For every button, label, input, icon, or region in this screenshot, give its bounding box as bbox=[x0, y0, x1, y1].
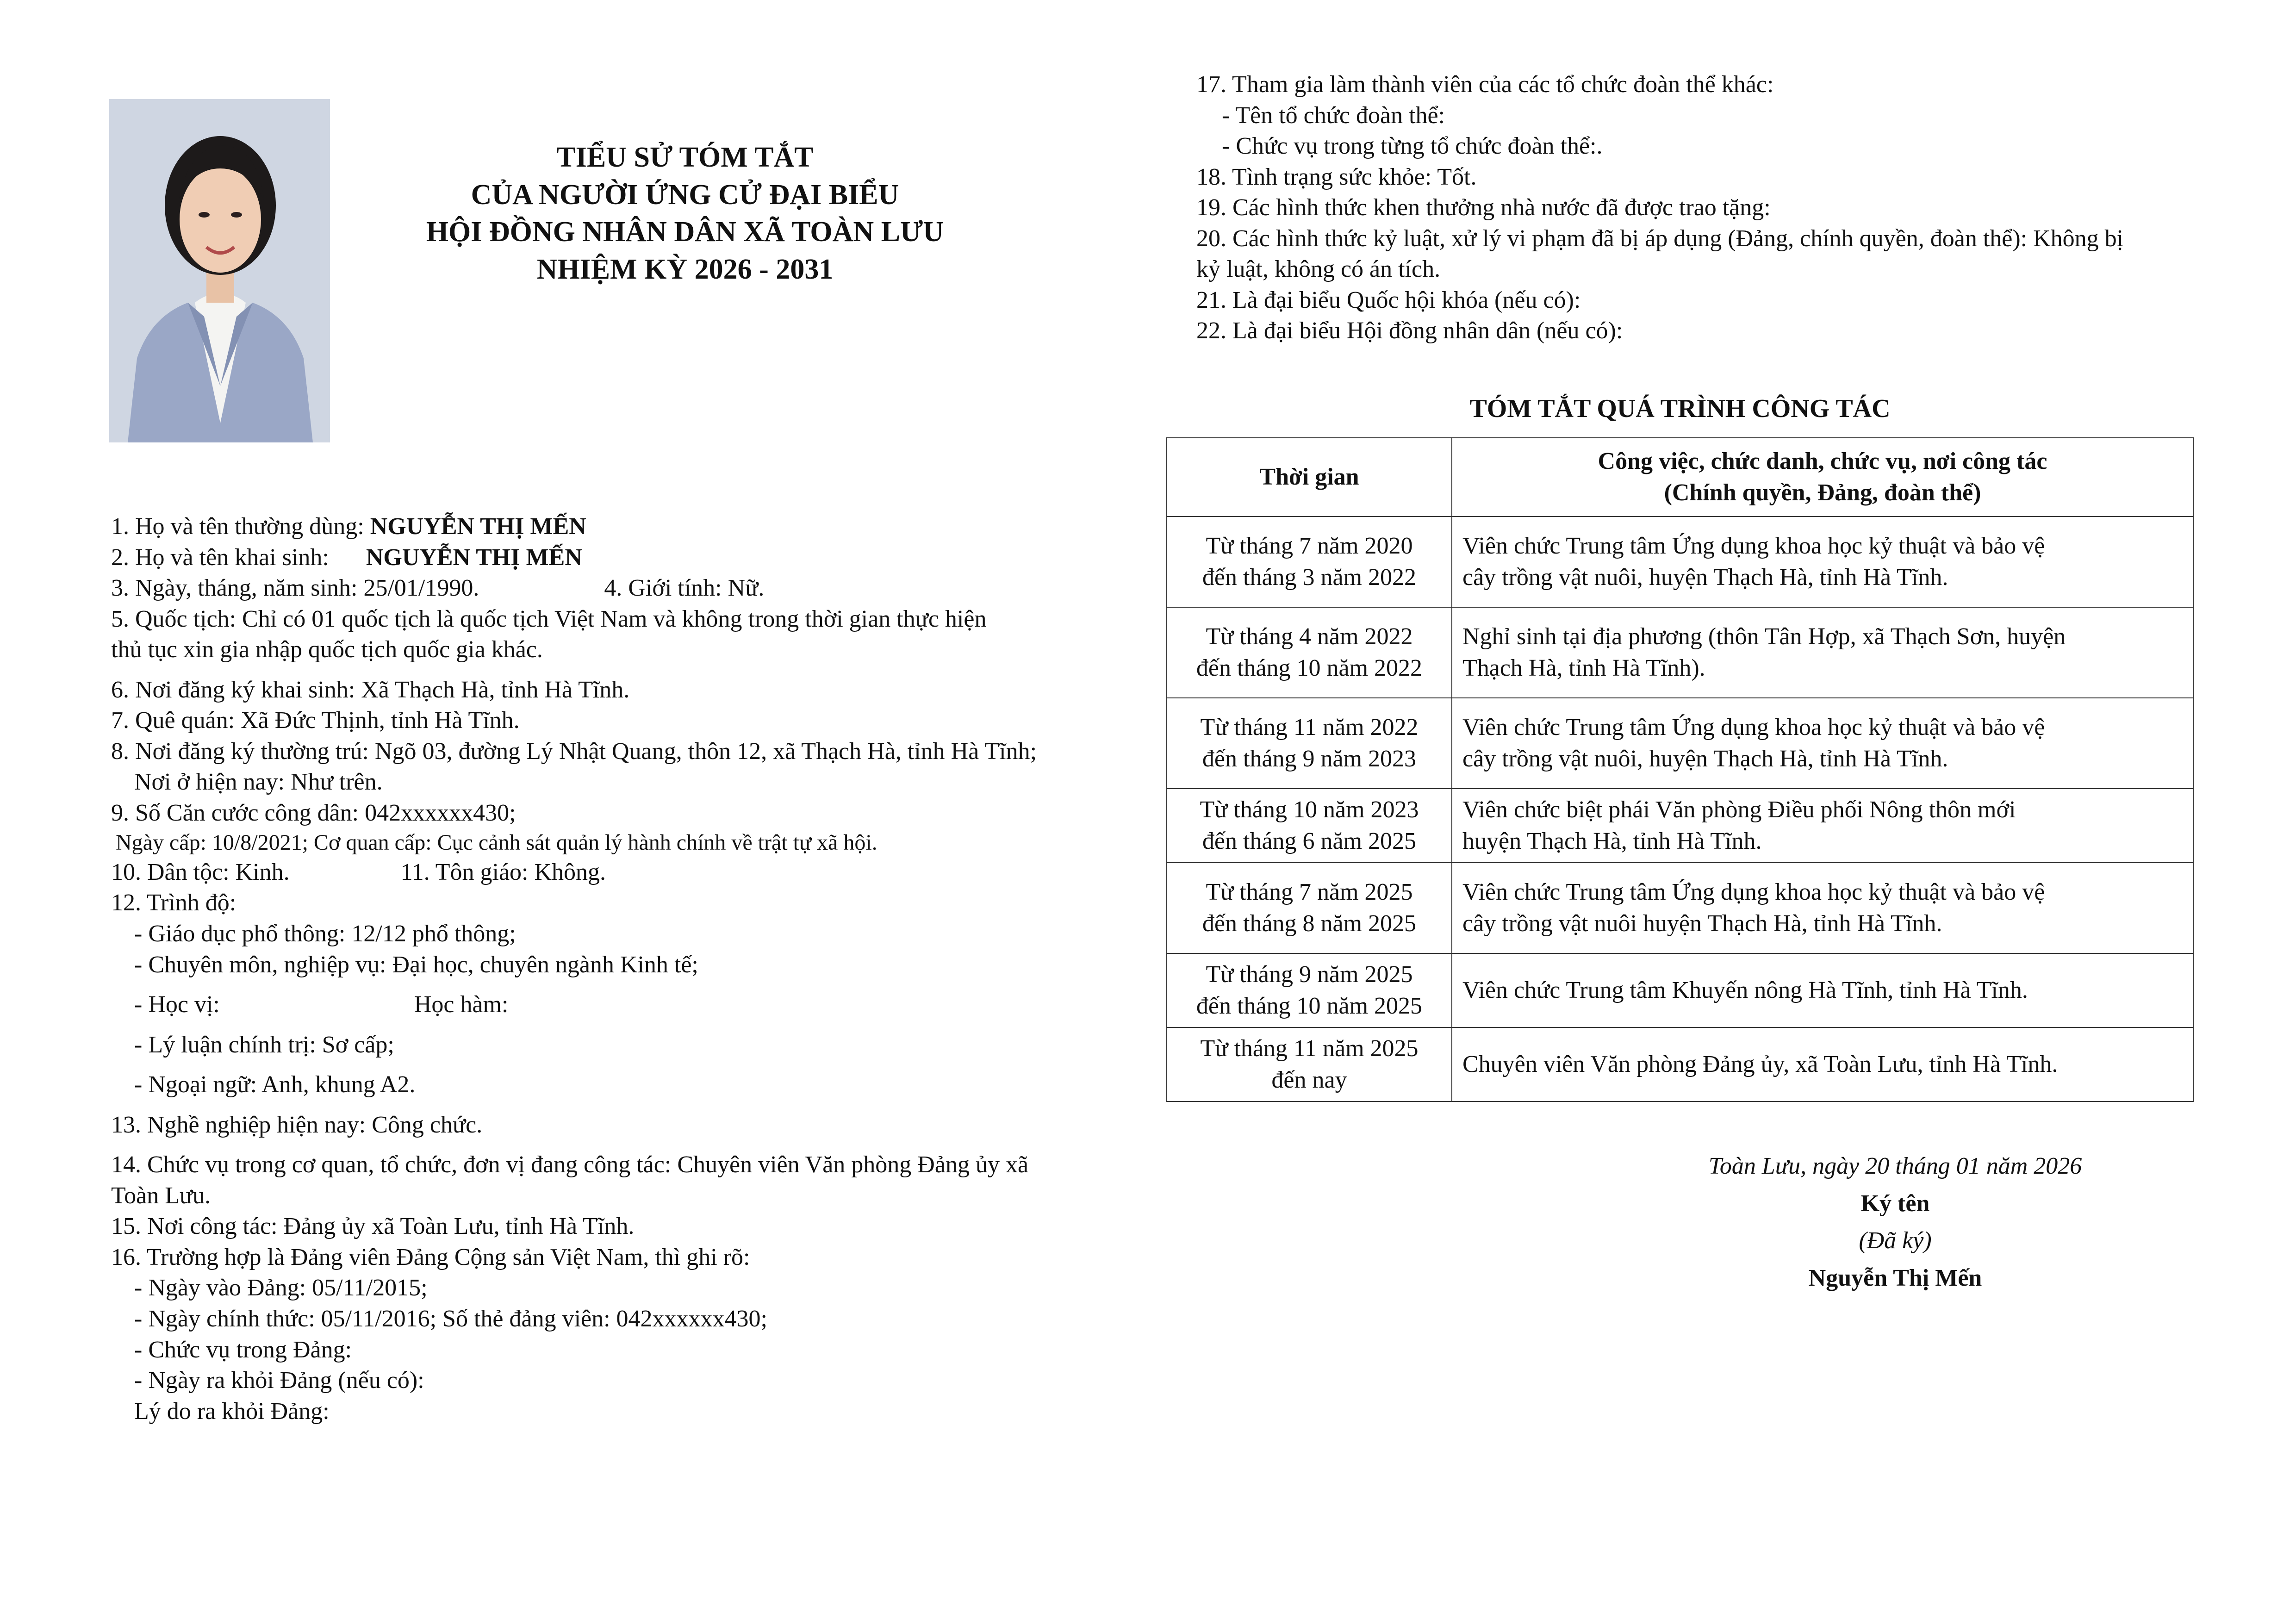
table-row bbox=[1167, 698, 2193, 789]
field-health: 18. Tình trạng sức khỏe: Tốt. bbox=[1196, 163, 1477, 190]
field-education: 12. Trình độ: bbox=[111, 890, 236, 916]
portrait-image bbox=[109, 99, 330, 442]
table-row bbox=[1167, 1027, 2193, 1101]
table-row bbox=[1167, 607, 2193, 698]
table-row bbox=[1167, 789, 2193, 863]
field-common-name: 1. Họ và tên thường dùng: NGUYỄN THỊ MẾN bbox=[111, 513, 586, 540]
field-workplace: 15. Nơi công tác: Đảng ủy xã Toàn Lưu, tỉnh Hà Tĩnh. bbox=[111, 1213, 635, 1240]
time-cell: Từ tháng 7 năm 2025 đến tháng 8 năm 2025 bbox=[1167, 863, 1452, 953]
time-cell: Từ tháng 11 năm 2022 đến tháng 9 năm 2023 bbox=[1167, 698, 1452, 789]
time-cell: Từ tháng 4 năm 2022 đến tháng 10 năm 2022 bbox=[1167, 607, 1452, 698]
field-party: 16. Trường hợp là Đảng viên Đảng Cộng sản Việt Nam, thì ghi rõ: bbox=[111, 1244, 750, 1270]
edu-general: - Giáo dục phổ thông: 12/12 phổ thông; bbox=[134, 921, 516, 947]
party-leave-reason: Lý do ra khỏi Đảng: bbox=[134, 1398, 330, 1425]
field-birth-name: 2. Họ và tên khai sinh: NGUYỄN THỊ MẾN bbox=[111, 544, 582, 571]
signer-name: Nguyễn Thị Mến bbox=[1808, 1264, 1982, 1291]
field-id-issue: Ngày cấp: 10/8/2021; Cơ quan cấp: Cục cảnh sát quản lý hành chính về trật tự xã hội. bbox=[116, 830, 877, 855]
table-row bbox=[1167, 863, 2193, 953]
personal-info-left bbox=[111, 511, 1129, 1427]
sign-label: Ký tên bbox=[1860, 1190, 1930, 1217]
time-cell: Từ tháng 10 năm 2023 đến tháng 6 năm 2025 bbox=[1167, 789, 1452, 863]
title-line-1: TIỂU SỬ TÓM TẮT bbox=[556, 142, 814, 173]
field-current-residence: Nơi ở hiện nay: Như trên. bbox=[134, 769, 383, 796]
job-cell: Nghỉ sinh tại địa phương (thôn Tân Hợp, xã Thạch Sơn, huyện Thạch Hà, tỉnh Hà Tĩnh). bbox=[1452, 607, 2193, 698]
time-cell: Từ tháng 9 năm 2025 đến tháng 10 năm 2025 bbox=[1167, 953, 1452, 1027]
party-position: - Chức vụ trong Đảng: bbox=[134, 1336, 352, 1363]
edu-politics: - Lý luận chính trị: Sơ cấp; bbox=[134, 1031, 394, 1058]
gender-text: 4. Giới tính: Nữ. bbox=[604, 575, 765, 602]
field-na-delegate: 21. Là đại biểu Quốc hội khóa (nếu có): bbox=[1196, 286, 1581, 313]
job-cell: Viên chức Trung tâm Khuyến nông Hà Tĩnh, tỉnh Hà Tĩnh. bbox=[1452, 953, 2193, 1027]
place-date: Toàn Lưu, ngày 20 tháng 01 năm 2026 bbox=[1708, 1153, 2082, 1179]
header-job: Công việc, chức danh, chức vụ, nơi công tác (Chính quyền, Đảng, đoàn thể) bbox=[1452, 438, 2193, 516]
table-header-row bbox=[1167, 438, 2193, 516]
career-section-title: TÓM TẮT QUÁ TRÌNH CÔNG TÁC bbox=[1469, 394, 1891, 423]
job-cell: Viên chức biệt phái Văn phòng Điều phối Nông thôn mới huyện Thạch Hà, tỉnh Hà Tĩnh. bbox=[1452, 789, 2193, 863]
field-ethnicity-religion bbox=[111, 857, 1129, 888]
portrait-photo bbox=[109, 99, 330, 442]
job-cell: Viên chức Trung tâm Ứng dụng khoa học kỷ thuật và bảo vệ cây trồng vật nuôi, huyện Thạch Hà, tỉnh Hà Tĩnh. bbox=[1452, 516, 2193, 607]
common-name-value: NGUYỄN THỊ MẾN bbox=[370, 513, 586, 540]
field-birthplace: 6. Nơi đăng ký khai sinh: Xã Thạch Hà, tỉnh Hà Tĩnh. bbox=[111, 676, 630, 703]
time-cell: Từ tháng 7 năm 2020 đến tháng 3 năm 2022 bbox=[1167, 516, 1452, 607]
time-cell: Từ tháng 11 năm 2025 đến nay bbox=[1167, 1027, 1452, 1101]
signed-note: (Đã ký) bbox=[1859, 1227, 1932, 1254]
party-join: - Ngày vào Đảng: 05/11/2015; bbox=[134, 1275, 428, 1301]
birth-name-value: NGUYỄN THỊ MẾN bbox=[366, 544, 582, 571]
job-cell: Viên chức Trung tâm Ứng dụng khoa học kỷ thuật và bảo vệ cây trồng vật nuôi huyện Thạch Hà, tỉnh Hà Tĩnh. bbox=[1452, 863, 2193, 953]
table-row bbox=[1167, 953, 2193, 1027]
title-line-2: CỦA NGƯỜI ỨNG CỬ ĐẠI BIỂU bbox=[471, 179, 899, 211]
religion-text: 11. Tôn giáo: Không. bbox=[400, 859, 606, 885]
field-position-cont: Toàn Lưu. bbox=[111, 1182, 211, 1209]
field-nationality: 5. Quốc tịch: Chỉ có 01 quốc tịch là quốc tịch Việt Nam và không trong thời gian thực hiện bbox=[111, 605, 987, 632]
title-line-3: HỘI ĐỒNG NHÂN DÂN XÃ TOÀN LƯU bbox=[426, 216, 944, 248]
header-time: Thời gian bbox=[1167, 438, 1452, 516]
field-awards: 19. Các hình thức khen thưởng nhà nước đã được trao tặng: bbox=[1196, 194, 1771, 221]
dob-text: 3. Ngày, tháng, năm sinh: 25/01/1990. bbox=[111, 575, 479, 602]
edu-degree: - Học vị: Học hàm: bbox=[134, 991, 509, 1018]
field-discipline-cont: kỷ luật, không có án tích. bbox=[1196, 256, 1441, 283]
personal-info-right bbox=[1196, 69, 2215, 347]
table-row bbox=[1167, 516, 2193, 607]
job-cell: Chuyên viên Văn phòng Đảng ủy, xã Toàn Lưu, tỉnh Hà Tĩnh. bbox=[1452, 1027, 2193, 1101]
field-position: 14. Chức vụ trong cơ quan, tổ chức, đơn vị đang công tác: Chuyên viên Văn phòng Đảng ủy xã bbox=[111, 1151, 1029, 1178]
edu-title: Học hàm: bbox=[414, 991, 509, 1018]
party-leave: - Ngày ra khỏi Đảng (nếu có): bbox=[134, 1367, 424, 1394]
career-table bbox=[1166, 437, 2194, 1102]
field-org-member: 17. Tham gia làm thành viên của các tổ chức đoàn thể khác: bbox=[1196, 71, 1774, 98]
org-name: - Tên tổ chức đoàn thể: bbox=[1222, 102, 1445, 129]
field-id-number: 9. Số Căn cước công dân: 042xxxxxx430; bbox=[111, 799, 516, 826]
field-council-delegate: 22. Là đại biểu Hội đồng nhân dân (nếu có): bbox=[1196, 317, 1623, 344]
org-position: - Chức vụ trong từng tổ chức đoàn thể:. bbox=[1222, 133, 1603, 160]
field-residence: 8. Nơi đăng ký thường trú: Ngõ 03, đường Lý Nhật Quang, thôn 12, xã Thạch Hà, tỉnh Hà Tĩnh; bbox=[111, 738, 1037, 765]
edu-specialty: - Chuyên môn, nghiệp vụ: Đại học, chuyên ngành Kinh tế; bbox=[134, 951, 698, 978]
edu-language: - Ngoại ngữ: Anh, khung A2. bbox=[134, 1071, 416, 1098]
field-hometown: 7. Quê quán: Xã Đức Thịnh, tỉnh Hà Tĩnh. bbox=[111, 707, 520, 734]
title-line-4: NHIỆM KỲ 2026 - 2031 bbox=[536, 253, 834, 285]
field-dob-gender bbox=[111, 573, 1129, 604]
job-cell: Viên chức Trung tâm Ứng dụng khoa học kỷ thuật và bảo vệ cây trồng vật nuôi, huyện Thạch Hà, tỉnh Hà Tĩnh. bbox=[1452, 698, 2193, 789]
signature-block bbox=[1629, 1148, 2161, 1297]
field-nationality-cont: thủ tục xin gia nhập quốc tịch quốc gia khác. bbox=[111, 636, 543, 663]
document-title bbox=[352, 139, 1018, 288]
field-discipline: 20. Các hình thức kỷ luật, xử lý vi phạm đã bị áp dụng (Đảng, chính quyền, đoàn thể): Không bị bbox=[1196, 225, 2124, 252]
party-official: - Ngày chính thức: 05/11/2016; Số thẻ đảng viên: 042xxxxxx430; bbox=[134, 1306, 767, 1332]
ethnicity-text: 10. Dân tộc: Kinh. bbox=[111, 859, 290, 885]
field-occupation: 13. Nghề nghiệp hiện nay: Công chức. bbox=[111, 1111, 483, 1138]
